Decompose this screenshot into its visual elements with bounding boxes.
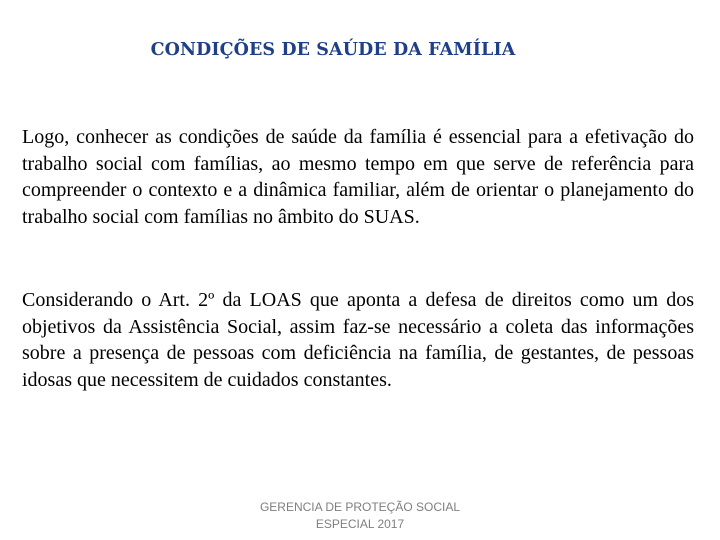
- footer-line-2: ESPECIAL 2017: [315, 517, 405, 531]
- footer-line-1: GERENCIA DE PROTEÇÃO SOCIAL: [259, 500, 461, 514]
- slide-footer: [210, 499, 510, 533]
- paragraph-loas-article: Considerando o Art. 2º da LOAS que aponta a defesa de direitos como um dos objetivos da Assistência Social, assim faz-se necessário a coleta das informações sobre a presença de pessoas com deficiência na família, de gestantes, de pessoas idosas que necessitem de cuidados constantes.: [22, 289, 694, 391]
- paragraph-health-conditions: Logo, conhecer as condições de saúde da família é essencial para a efetivação do trabalho social com famílias, ao mesmo tempo em que serve de referência para compreender o contexto e a dinâmica familiar, além de orientar o planejamento do trabalho social com famílias no âmbito do SUAS.: [22, 126, 694, 228]
- slide-title: CONDIÇÕES DE SAÚDE DA FAMÍLIA: [150, 40, 516, 60]
